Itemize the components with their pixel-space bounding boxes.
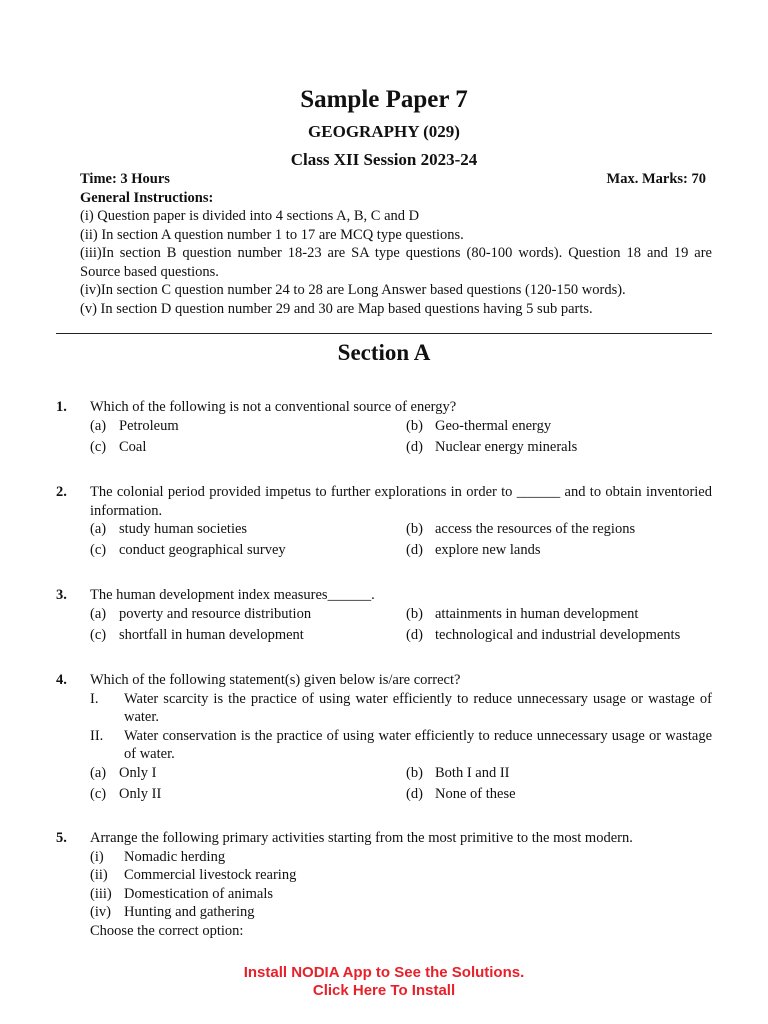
question-text: Which of the following is not a conventional source of energy? xyxy=(90,399,457,415)
install-app-banner xyxy=(0,964,768,1000)
option-text: shortfall in human development xyxy=(119,626,304,643)
statement-2 xyxy=(90,727,712,764)
question-number: 4. xyxy=(56,672,67,688)
instruction-item: (iv)In section C question number 24 to 28 are Long Answer based questions (120-150 words). xyxy=(80,282,626,299)
question-4 xyxy=(56,671,712,806)
question-text: Arrange the following primary activities starting from the most primitive to the most modern. xyxy=(90,830,633,846)
option-text: Coal xyxy=(119,438,147,455)
statement-text: Water scarcity is the practice of using water efficiently to reduce unnecessary usage or wastage of water. xyxy=(124,690,712,726)
instruction-item: (v) In section D question number 29 and 30 are Map based questions having 5 sub parts. xyxy=(80,300,593,317)
option-label: (b) xyxy=(406,605,423,622)
max-marks-label: Max. Marks: 70 xyxy=(606,171,706,187)
option-d[interactable] xyxy=(406,438,577,457)
click-to-install-link[interactable]: Click Here To Install xyxy=(312,982,456,999)
option-label: (d) xyxy=(406,785,423,802)
option-d[interactable] xyxy=(406,541,541,560)
option-d[interactable] xyxy=(406,785,516,804)
option-c[interactable] xyxy=(90,438,146,457)
list-item xyxy=(90,866,712,885)
item-text: Commercial livestock rearing xyxy=(124,867,297,884)
question-3 xyxy=(56,586,712,647)
time-label: Time: 3 Hours xyxy=(80,171,170,187)
instruction-item: (i) Question paper is divided into 4 sections A, B, C and D xyxy=(80,208,420,224)
option-label: (d) xyxy=(406,438,423,455)
option-label: (a) xyxy=(90,417,107,434)
question-number: 1. xyxy=(56,399,67,415)
instruction-item: (ii) In section A question number 1 to 17 are MCQ type questions. xyxy=(80,226,464,243)
instructions-list xyxy=(80,207,712,319)
option-text: Only I xyxy=(119,764,157,781)
list-item xyxy=(90,848,712,867)
question-1 xyxy=(56,398,712,459)
list-item xyxy=(90,885,712,904)
option-text: None of these xyxy=(435,785,516,802)
subject-heading: GEOGRAPHY (029) xyxy=(308,122,460,141)
question-text: Which of the following statement(s) given below is/are correct? xyxy=(90,672,461,688)
option-text: study human societies xyxy=(119,521,248,538)
question-number: 5. xyxy=(56,830,67,846)
page-title: Sample Paper 7 xyxy=(300,86,468,113)
option-text: Petroleum xyxy=(119,417,179,434)
question-prompt: Choose the correct option: xyxy=(90,922,244,939)
option-label: (b) xyxy=(406,417,423,434)
option-a[interactable] xyxy=(90,605,311,624)
item-text: Nomadic herding xyxy=(124,848,226,865)
options xyxy=(90,417,712,459)
question-number: 2. xyxy=(56,484,67,500)
horizontal-divider xyxy=(56,333,712,334)
option-a[interactable] xyxy=(90,764,156,783)
item-numeral: (iv) xyxy=(90,904,111,921)
option-text: Nuclear energy minerals xyxy=(435,438,578,455)
option-label: (d) xyxy=(406,542,423,559)
option-text: Both I and II xyxy=(435,764,510,781)
option-text: conduct geographical survey xyxy=(119,542,286,559)
question-text: The colonial period provided impetus to further explorations in order to ______ and to obtain inventoried information. xyxy=(90,484,712,519)
option-label: (b) xyxy=(406,764,423,781)
option-b[interactable] xyxy=(406,605,638,624)
question-5 xyxy=(56,829,712,941)
option-label: (a) xyxy=(90,605,107,622)
option-text: Only II xyxy=(119,785,162,802)
options xyxy=(90,605,712,647)
option-a[interactable] xyxy=(90,520,247,539)
item-text: Hunting and gathering xyxy=(124,904,255,921)
question-number: 3. xyxy=(56,587,67,603)
option-label: (a) xyxy=(90,764,107,781)
option-label: (b) xyxy=(406,521,423,538)
item-numeral: (i) xyxy=(90,848,104,865)
option-label: (c) xyxy=(90,626,107,643)
option-text: attainments in human development xyxy=(435,605,639,622)
option-c[interactable] xyxy=(90,785,161,804)
item-text: Domestication of animals xyxy=(124,885,273,902)
question-text: The human development index measures______. xyxy=(90,587,375,603)
option-b[interactable] xyxy=(406,520,635,539)
option-label: (d) xyxy=(406,626,423,643)
option-b[interactable] xyxy=(406,417,551,436)
install-solutions-link[interactable]: Install NODIA App to See the Solutions. xyxy=(243,964,525,981)
option-b[interactable] xyxy=(406,764,510,783)
options xyxy=(90,764,712,806)
statement-numeral: I. xyxy=(90,690,99,707)
sequence-list xyxy=(90,848,712,922)
statement-numeral: II. xyxy=(90,727,104,744)
option-text: poverty and resource distribution xyxy=(119,605,312,622)
instruction-item: (iii)In section B question number 18-23 are SA type questions (80-100 words). Question 18 and 19 are Source based questions. xyxy=(80,245,712,280)
option-c[interactable] xyxy=(90,626,304,645)
option-label: (a) xyxy=(90,521,107,538)
option-text: access the resources of the regions xyxy=(435,521,636,538)
statement-1 xyxy=(90,690,712,727)
section-title: Section A xyxy=(337,340,431,365)
option-text: Geo-thermal energy xyxy=(435,417,552,434)
general-instructions-heading: General Instructions: xyxy=(80,190,214,206)
item-numeral: (iii) xyxy=(90,885,112,902)
meta-row xyxy=(80,171,706,188)
option-label: (c) xyxy=(90,542,107,559)
question-2 xyxy=(56,483,712,562)
list-item xyxy=(90,903,712,922)
option-c[interactable] xyxy=(90,541,286,560)
options xyxy=(90,520,712,562)
option-text: explore new lands xyxy=(435,542,541,559)
item-numeral: (ii) xyxy=(90,867,108,884)
class-session-heading: Class XII Session 2023-24 xyxy=(290,150,478,169)
option-label: (c) xyxy=(90,785,107,802)
statement-text: Water conservation is the practice of using water efficiently to reduce unnecessary usage or wastage of water. xyxy=(124,727,712,763)
option-text: technological and industrial developments xyxy=(435,626,681,643)
option-d[interactable] xyxy=(406,626,680,645)
option-label: (c) xyxy=(90,438,107,455)
option-a[interactable] xyxy=(90,417,179,436)
